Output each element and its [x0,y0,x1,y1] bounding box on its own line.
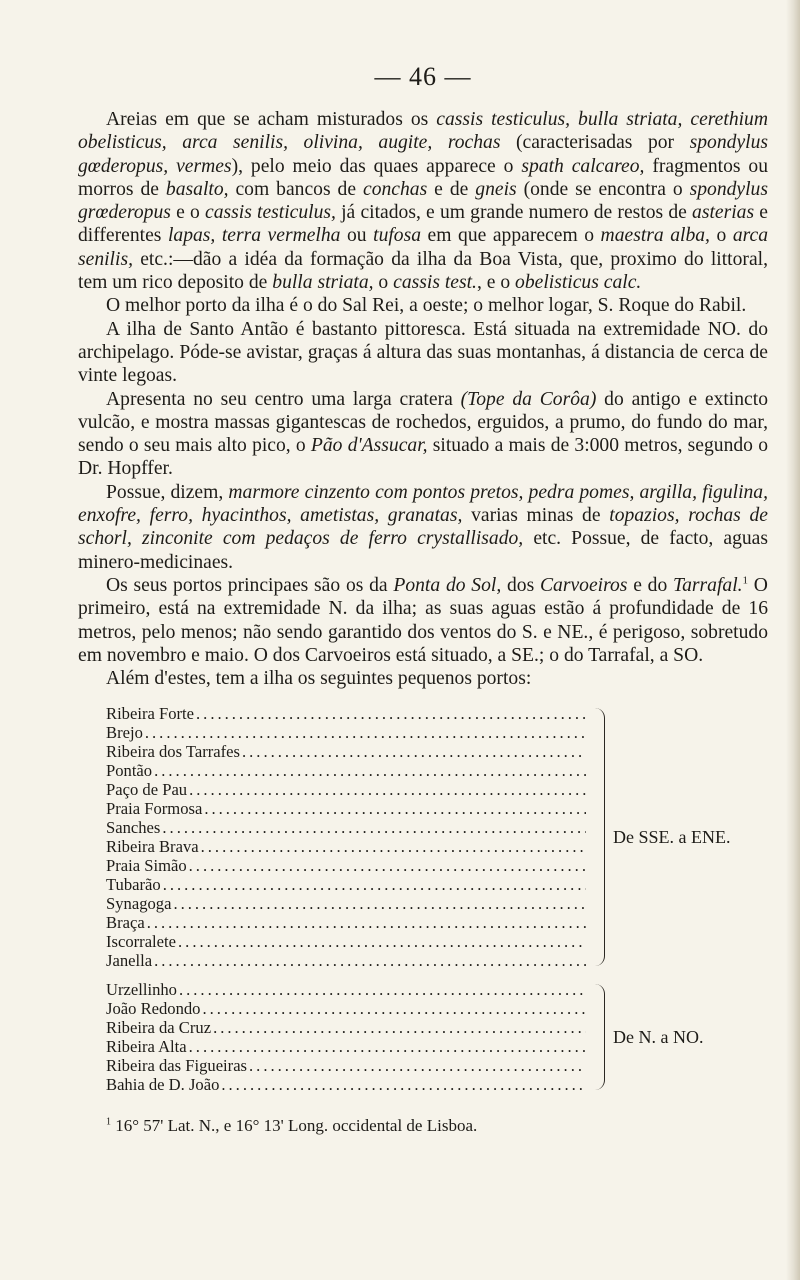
paragraph [78,574,768,667]
port-row [106,742,586,761]
italic-run: Tarrafal. [673,574,743,596]
italic-run: spath calcareo, [521,155,645,177]
text-run: varias minas de [462,505,610,527]
italic-run: Ponta do Sol, [393,574,502,596]
port-row [106,704,586,723]
italic-run: spondylus grœderopus [78,178,768,224]
text-run: Apresenta no seu centro uma larga cratera [106,388,461,410]
text-run: Além d'estes, tem a ilha os seguintes pequenos portos: [106,668,532,690]
text-run: etc.:—dão a idéa da formação da ilha da Boa Vista, que, proximo do littoral, tem um rico deposito de [78,248,768,294]
italic-run: gneis [475,178,517,200]
brace [590,708,605,966]
text-run: e de [427,178,476,200]
port-name: João Redondo [106,999,201,1019]
italic-run: (Tope da Corôa) [460,388,597,410]
text-run: o [373,272,394,294]
italic-run: cassis test. [393,272,477,294]
port-row [106,1037,586,1056]
port-name: Iscorralete [106,932,177,952]
dot-leader [196,704,586,723]
port-name: Synagoga [106,894,172,914]
ports-list [106,704,768,1094]
port-list [106,980,586,1094]
text-run: o [709,225,733,247]
text-run: etc. Possue, de facto, aguas minero-medicinaes. [78,528,768,573]
body-text [78,108,768,690]
dot-leader [154,951,586,970]
port-row [106,818,586,837]
dot-leader [179,980,586,999]
port-row [106,980,586,999]
port-row [106,1075,586,1094]
port-name: Ribeira Brava [106,837,199,857]
dot-leader [202,999,586,1018]
port-row [106,723,586,742]
port-row [106,856,586,875]
book-page [78,62,768,1136]
italic-run: maestra alba, [600,225,710,247]
italic-run: arca senilis, [78,225,769,270]
footnote-ref: 1 [742,574,749,587]
dot-leader [204,799,586,818]
port-name: Praia Formosa [106,799,203,819]
port-row [106,799,586,818]
text-run: fragmentos ou morros de [78,155,768,200]
text-run: e do [627,574,674,596]
dot-leader [189,1037,586,1056]
italic-run: asterias [692,202,755,224]
port-row [106,951,586,970]
paragraph [78,388,768,481]
text-run: e differentes [78,202,768,247]
dot-leader [242,742,586,761]
paragraph [78,318,768,388]
italic-run: basalto, [165,178,229,200]
text-run: Areias em que se acham misturados os [106,109,437,130]
paragraph [78,108,768,294]
port-name: Braça [106,913,145,933]
text-run: já citados, e um grande numero de restos de [335,202,693,224]
text-run: com bancos de [228,178,363,200]
text-run: Os seus portos principaes são os da [106,574,394,596]
dot-leader [249,1056,586,1075]
text-run: em que apparecem o [421,225,601,247]
direction-label: De SSE. a ENE. [613,826,731,847]
text-run: O melhor porto da ilha é o do Sal Rei, a oeste; o melhor logar, S. Roque do Rabil. [106,295,747,317]
dot-leader [154,761,586,780]
dot-leader [145,723,586,742]
port-row [106,837,586,856]
port-row [106,999,586,1018]
text-run: ou [340,225,374,247]
italic-run: cassis testiculus, bulla striata, cerethium obelisticus, arca senilis, olivina, augite, rochas [78,109,769,154]
port-name: Ribeira Alta [106,1037,187,1057]
text-run: do antigo e extincto vulcão, e mostra massas gigantescas de rochedos, erguidos, a prumo, do fundo do mar, sendo o seu mais alto pico, o [78,388,768,457]
port-name: Ribeira das Figueiras [106,1056,248,1076]
port-name: Urzellinho [106,980,177,1000]
paragraph [78,481,768,574]
port-list [106,704,586,970]
italic-run: Pão d'Assucar, [310,435,428,457]
dot-leader [162,818,586,837]
port-group [106,704,768,970]
text-run: (onde se encontra o [516,178,690,200]
italic-run: topazios, rochas de schorl, zinconite com pedaços de ferro crystallisado, [78,505,768,550]
port-row [106,932,586,951]
page-edge-shadow [786,0,800,1280]
direction-label: De N. a NO. [613,1026,704,1047]
dot-leader [213,1018,586,1037]
paragraph [78,294,768,317]
port-name: Ribeira dos Tarrafes [106,742,240,762]
footnote-marker: 1 [106,1116,111,1128]
port-name: Bahia de D. João [106,1075,220,1095]
italic-run: lapas, terra vermelha [167,225,341,247]
port-name: Sanches [106,818,161,838]
text-run: ), pelo meio das quaes apparece o [231,155,522,177]
port-row [106,913,586,932]
port-row [106,780,586,799]
port-row [106,761,586,780]
port-name: Paço de Pau [106,780,188,800]
port-row [106,894,586,913]
italic-run: Carvoeiros [539,574,628,596]
dot-leader [173,894,586,913]
text-run: situado a mais de 3:000 metros, segundo o Dr. Hopffer. [78,435,768,480]
italic-run: obelisticus calc. [515,272,642,294]
text-run: Possue, dizem, [106,481,229,503]
port-name: Ribeira da Cruz [106,1018,212,1038]
dot-leader [147,913,586,932]
port-row [106,1056,586,1075]
text-run: e o [170,202,205,224]
italic-run: cassis testiculus, [205,202,336,224]
port-name: Janella [106,951,153,971]
italic-run: conchas [363,178,428,200]
port-name: Brejo [106,723,143,743]
text-run: dos [501,574,540,596]
text-run: A ilha de Santo Antão é bastanto pittoresca. Está situada na extremidade NO. do archipelago. Póde-se avistar, graças á altura das suas montanhas, á distancia de cerca de vinte legoas. [78,318,768,387]
italic-run: tufosa [373,225,422,247]
dot-leader [201,837,586,856]
port-row [106,875,586,894]
text-run: (caracterisadas por [500,132,690,154]
dot-leader [178,932,586,951]
dot-leader [221,1075,586,1094]
port-group [106,980,768,1094]
text-run: , e o [476,272,516,294]
text-run: O primeiro, está na extremidade N. da ilha; as suas aguas estão á profundidade de 16 metros, pelo menos; não sendo garantido dos ventos do S. e NE., é perigoso, sobretudo em novembro e maio. O dos Carvoeiros está situado, a SE.; o do Tarrafal, a SO. [78,574,768,666]
port-name: Ribeira Forte [106,704,195,724]
dot-leader [189,856,586,875]
footnote-text: 16° 57' Lat. N., e 16° 13' Long. occidental de Lisboa. [115,1116,478,1136]
port-row [106,1018,586,1037]
page-number: — 46 — [374,62,472,91]
italic-run: spondylus gœderopus, vermes [78,132,768,177]
dot-leader [163,875,586,894]
port-name: Praia Simão [106,856,187,876]
dot-leader [189,780,586,799]
italic-run: marmore cinzento com pontos pretos, pedra pomes, argilla, figulina, enxofre, ferro, hyacinthos, ametistas, granatas, [78,481,768,527]
port-name: Pontão [106,761,153,781]
italic-run: bulla striata, [272,272,374,294]
paragraph [78,667,768,690]
port-name: Tubarão [106,875,161,895]
brace [590,984,605,1090]
footnote [106,1116,768,1136]
